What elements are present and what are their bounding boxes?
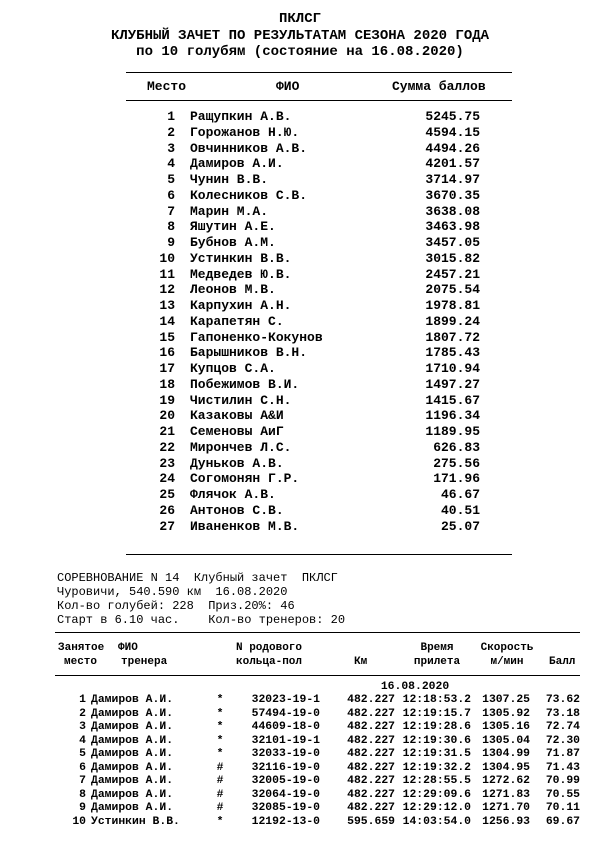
ranking-row xyxy=(0,282,600,298)
results-col-place-l1: Занятое xyxy=(58,642,105,654)
ranking-score: 4594.15 xyxy=(425,124,480,140)
ranking-row xyxy=(0,456,600,472)
ranking-name: Ращупкин А.В. xyxy=(190,109,292,124)
ranking-score: 3015.82 xyxy=(425,250,480,266)
ranking-header-rule xyxy=(126,100,512,101)
ranking-place: 14 xyxy=(159,313,175,329)
results-col-ring-l1: N родового xyxy=(236,642,303,654)
results-col-speed-l2: м/мин xyxy=(490,656,524,668)
result-score: 69.67 xyxy=(545,815,580,828)
results-row xyxy=(0,694,600,707)
results-row xyxy=(0,775,600,788)
result-ring: 57494-19-0 xyxy=(251,707,320,720)
ranking-row xyxy=(0,377,600,393)
results-col-time-l1: Время xyxy=(420,642,454,654)
result-arrival-time: 12:18:53.2 xyxy=(402,694,471,706)
result-trainer: Дамиров А.И. xyxy=(91,734,174,747)
ranking-score: 626.83 xyxy=(433,439,480,455)
ranking-row xyxy=(0,251,600,267)
results-col-km: Км xyxy=(354,656,368,668)
ranking-name: Овчинников А.В. xyxy=(190,140,308,156)
results-row xyxy=(0,802,600,815)
ranking-place: 17 xyxy=(159,361,175,376)
ranking-name: Купцов С.А. xyxy=(190,361,276,376)
result-ring: 32005-19-0 xyxy=(251,775,320,787)
result-mark: # xyxy=(216,761,224,774)
result-ring: 32064-19-0 xyxy=(251,788,320,801)
ranking-score: 1978.81 xyxy=(425,298,480,313)
result-score: 73.18 xyxy=(545,707,580,720)
ranking-row xyxy=(0,345,600,361)
ranking-place: 24 xyxy=(159,471,175,487)
result-speed: 1304.95 xyxy=(482,761,530,774)
results-col-score: Балл xyxy=(549,656,576,668)
results-col-name-l1: ФИО xyxy=(118,642,138,654)
ranking-row xyxy=(0,298,600,314)
ranking-name: Колесников С.В. xyxy=(190,187,308,203)
ranking-name: Побежимов В.И. xyxy=(190,376,300,392)
ranking-score: 275.56 xyxy=(433,455,480,471)
results-col-name xyxy=(118,641,167,669)
result-mark: # xyxy=(216,802,224,814)
result-km: 482.227 xyxy=(347,721,395,733)
ranking-score: 1899.24 xyxy=(425,313,480,329)
results-header-rule xyxy=(55,675,580,676)
result-arrival-time: 14:03:54.0 xyxy=(402,815,471,828)
ranking-place: 6 xyxy=(167,187,175,203)
result-km: 482.227 xyxy=(347,761,395,774)
ranking-place: 5 xyxy=(167,172,175,187)
result-trainer: Дамиров А.И. xyxy=(91,707,174,720)
ranking-name: Леонов М.В. xyxy=(190,282,276,298)
competition-start: Старт в 6.10 час. Кол-во тренеров: 20 xyxy=(57,613,346,627)
ranking-place: 18 xyxy=(159,376,175,392)
ranking-row xyxy=(0,235,600,251)
ranking-score: 1710.94 xyxy=(425,361,480,376)
result-speed: 1305.92 xyxy=(482,707,530,720)
result-arrival-time: 12:29:09.6 xyxy=(402,788,471,801)
ranking-place: 20 xyxy=(159,408,175,424)
result-arrival-time: 12:19:28.6 xyxy=(402,721,471,733)
ranking-place: 4 xyxy=(167,156,175,172)
ranking-place: 3 xyxy=(167,140,175,156)
ranking-name: Барышников В.Н. xyxy=(190,345,308,361)
result-ring: 32023-19-1 xyxy=(251,694,320,706)
ranking-place: 2 xyxy=(167,124,175,140)
ranking-score: 4201.57 xyxy=(425,156,480,172)
ranking-place: 8 xyxy=(167,219,175,235)
ranking-row xyxy=(0,424,600,440)
result-speed: 1305.16 xyxy=(482,721,530,733)
ranking-row xyxy=(0,393,600,409)
ranking-top-rule xyxy=(126,72,512,73)
ranking-row xyxy=(0,267,600,283)
ranking-place: 26 xyxy=(159,502,175,518)
result-speed: 1272.62 xyxy=(482,775,530,787)
ranking-name: Карапетян С. xyxy=(190,313,284,329)
ranking-row xyxy=(0,125,600,141)
results-row xyxy=(0,721,600,734)
ranking-place: 9 xyxy=(167,235,175,250)
ranking-score: 1807.72 xyxy=(425,329,480,345)
result-km: 482.227 xyxy=(347,707,395,720)
ranking-row xyxy=(0,156,600,172)
ranking-name: Чунин В.В. xyxy=(190,172,269,187)
result-score: 72.74 xyxy=(545,721,580,733)
results-row xyxy=(0,789,600,802)
result-score: 70.99 xyxy=(545,775,580,787)
result-km: 482.227 xyxy=(347,748,395,760)
result-score: 71.43 xyxy=(545,761,580,774)
result-place: 10 xyxy=(72,815,86,828)
ranking-bottom-rule xyxy=(126,554,512,555)
result-place: 4 xyxy=(79,734,86,747)
result-ring: 44609-18-0 xyxy=(251,721,320,733)
result-trainer: Дамиров А.И. xyxy=(91,748,174,760)
result-arrival-time: 12:19:15.7 xyxy=(402,707,471,720)
result-mark: * xyxy=(216,721,224,733)
header-club: ПКЛСГ xyxy=(278,11,321,27)
result-place: 2 xyxy=(79,707,86,720)
ranking-place: 16 xyxy=(159,345,175,361)
result-score: 70.11 xyxy=(545,802,580,814)
ranking-name: Казаковы А&И xyxy=(190,408,284,424)
ranking-name: Дамиров А.И. xyxy=(190,156,284,172)
results-col-time xyxy=(402,641,472,669)
competition-pigeons: Кол-во голубей: 228 Приз.20%: 46 xyxy=(57,599,295,613)
ranking-row xyxy=(0,440,600,456)
ranking-place: 19 xyxy=(159,392,175,408)
ranking-score: 171.96 xyxy=(433,471,480,487)
ranking-row xyxy=(0,109,600,125)
result-km: 595.659 xyxy=(347,815,395,828)
result-arrival-time: 12:19:32.2 xyxy=(402,761,471,774)
ranking-row xyxy=(0,172,600,188)
ranking-name: Чистилин С.Н. xyxy=(190,392,292,408)
ranking-name: Дуньков А.В. xyxy=(190,455,284,471)
results-col-name-l2: тренера xyxy=(121,656,168,668)
ranking-place: 15 xyxy=(159,329,175,345)
result-trainer: Дамиров А.И. xyxy=(91,802,174,814)
ranking-place: 11 xyxy=(159,266,175,282)
ranking-score: 25.07 xyxy=(440,518,480,534)
ranking-place: 21 xyxy=(159,424,175,439)
result-km: 482.227 xyxy=(347,775,395,787)
result-place: 8 xyxy=(79,788,86,801)
ranking-name: Горожанов Н.Ю. xyxy=(190,124,300,140)
result-mark: * xyxy=(216,707,224,720)
result-trainer: Дамиров А.И. xyxy=(91,775,174,787)
result-km: 482.227 xyxy=(347,788,395,801)
ranking-col-score: Сумма баллов xyxy=(392,79,486,94)
result-speed: 1305.04 xyxy=(482,734,530,747)
ranking-name: Устинкин В.В. xyxy=(190,250,292,266)
result-place: 3 xyxy=(79,721,86,733)
ranking-name: Флячок А.В. xyxy=(190,487,276,502)
results-row xyxy=(0,735,600,748)
results-col-speed xyxy=(476,641,538,669)
ranking-row xyxy=(0,471,600,487)
result-trainer: Дамиров А.И. xyxy=(91,761,174,774)
result-mark: * xyxy=(216,815,224,828)
result-mark: * xyxy=(216,748,224,760)
ranking-row xyxy=(0,487,600,503)
ranking-score: 3463.98 xyxy=(425,219,480,235)
result-place: 5 xyxy=(79,748,86,760)
ranking-score: 5245.75 xyxy=(425,109,480,124)
result-speed: 1271.70 xyxy=(482,802,530,814)
result-score: 70.55 xyxy=(545,788,580,801)
result-arrival-time: 12:19:31.5 xyxy=(402,748,471,760)
ranking-col-name: ФИО xyxy=(276,79,300,94)
header-title: КЛУБНЫЙ ЗАЧЕТ ПО РЕЗУЛЬТАТАМ СЕЗОНА 2020 ГОДА xyxy=(110,28,490,44)
results-top-rule xyxy=(55,632,580,633)
ranking-row xyxy=(0,519,600,535)
ranking-name: Иваненков М.В. xyxy=(190,518,300,534)
header-subtitle: по 10 голубям (состояние на 16.08.2020) xyxy=(136,44,464,60)
ranking-row xyxy=(0,219,600,235)
results-col-speed-l1: Скорость xyxy=(480,642,534,654)
result-score: 71.87 xyxy=(545,748,580,760)
ranking-place: 1 xyxy=(167,109,175,124)
ranking-place: 25 xyxy=(159,487,175,502)
results-col-ring xyxy=(236,641,302,669)
result-mark: # xyxy=(216,775,224,787)
result-trainer: Устинкин В.В. xyxy=(91,815,180,828)
ranking-name: Марин М.А. xyxy=(190,203,269,219)
ranking-name: Медведев Ю.В. xyxy=(190,266,292,282)
result-mark: # xyxy=(216,788,224,801)
ranking-place: 12 xyxy=(159,282,175,298)
result-speed: 1307.25 xyxy=(482,694,530,706)
result-arrival-time: 12:28:55.5 xyxy=(402,775,471,787)
result-speed: 1304.99 xyxy=(482,748,530,760)
result-score: 72.30 xyxy=(545,734,580,747)
result-speed: 1271.83 xyxy=(482,788,530,801)
ranking-name: Мирончев Л.С. xyxy=(190,439,292,455)
results-col-ring-l2: кольца-пол xyxy=(236,656,303,668)
ranking-row xyxy=(0,503,600,519)
result-ring: 32116-19-0 xyxy=(251,761,320,774)
result-trainer: Дамиров А.И. xyxy=(91,721,174,733)
result-km: 482.227 xyxy=(347,694,395,706)
ranking-score: 4494.26 xyxy=(425,140,480,156)
ranking-score: 3714.97 xyxy=(425,172,480,187)
ranking-row xyxy=(0,204,600,220)
ranking-score: 3638.08 xyxy=(425,203,480,219)
result-place: 9 xyxy=(79,802,86,814)
ranking-name: Семеновы АиГ xyxy=(190,424,284,439)
ranking-row xyxy=(0,188,600,204)
result-ring: 32101-19-1 xyxy=(251,734,320,747)
ranking-score: 1189.95 xyxy=(425,424,480,439)
result-ring: 32033-19-0 xyxy=(251,748,320,760)
result-place: 6 xyxy=(79,761,86,774)
result-speed: 1256.93 xyxy=(482,815,530,828)
ranking-name: Антонов С.В. xyxy=(190,502,284,518)
result-mark: * xyxy=(216,694,224,706)
ranking-score: 40.51 xyxy=(440,502,480,518)
ranking-row xyxy=(0,141,600,157)
competition-location: Чуровичи, 540.590 км 16.08.2020 xyxy=(57,585,288,599)
ranking-name: Гапоненко-Кокунов xyxy=(190,329,323,345)
ranking-name: Яшутин А.Е. xyxy=(190,219,276,235)
ranking-place: 23 xyxy=(159,455,175,471)
ranking-score: 3670.35 xyxy=(425,187,480,203)
result-ring: 32085-19-0 xyxy=(251,802,320,814)
result-place: 1 xyxy=(79,694,86,706)
ranking-score: 1497.27 xyxy=(425,376,480,392)
result-trainer: Дамиров А.И. xyxy=(91,694,174,706)
ranking-score: 1196.34 xyxy=(425,408,480,424)
ranking-name: Бубнов А.М. xyxy=(190,235,276,250)
ranking-score: 2457.21 xyxy=(425,266,480,282)
ranking-col-place: Место xyxy=(147,79,187,94)
ranking-place: 7 xyxy=(167,203,175,219)
result-score: 73.62 xyxy=(545,694,580,706)
results-col-place-l2: место xyxy=(64,656,98,668)
ranking-row xyxy=(0,361,600,377)
result-place: 7 xyxy=(79,775,86,787)
ranking-score: 3457.05 xyxy=(425,235,480,250)
result-trainer: Дамиров А.И. xyxy=(91,788,174,801)
results-row xyxy=(0,748,600,761)
result-arrival-time: 12:19:30.6 xyxy=(402,734,471,747)
results-row xyxy=(0,708,600,721)
ranking-row xyxy=(0,330,600,346)
results-col-place xyxy=(58,641,104,669)
result-arrival-time: 12:29:12.0 xyxy=(402,802,471,814)
ranking-place: 22 xyxy=(159,439,175,455)
ranking-score: 1415.67 xyxy=(425,392,480,408)
result-ring: 12192-13-0 xyxy=(251,815,320,828)
ranking-score: 1785.43 xyxy=(425,345,480,361)
results-date: 16.08.2020 xyxy=(380,681,450,693)
results-row xyxy=(0,762,600,775)
result-km: 482.227 xyxy=(347,802,395,814)
ranking-name: Согомонян Г.Р. xyxy=(190,471,300,487)
ranking-score: 2075.54 xyxy=(425,282,480,298)
result-km: 482.227 xyxy=(347,734,395,747)
results-row xyxy=(0,816,600,829)
competition-title: СОРЕВНОВАНИЕ N 14 Клубный зачет ПКЛСГ xyxy=(57,571,338,585)
ranking-place: 13 xyxy=(159,298,175,313)
results-col-time-l2: прилета xyxy=(413,656,461,668)
ranking-place: 10 xyxy=(159,250,175,266)
ranking-row xyxy=(0,408,600,424)
ranking-row xyxy=(0,314,600,330)
result-mark: * xyxy=(216,734,224,747)
ranking-score: 46.67 xyxy=(440,487,480,502)
ranking-place: 27 xyxy=(159,518,175,534)
ranking-name: Карпухин А.Н. xyxy=(190,298,292,313)
